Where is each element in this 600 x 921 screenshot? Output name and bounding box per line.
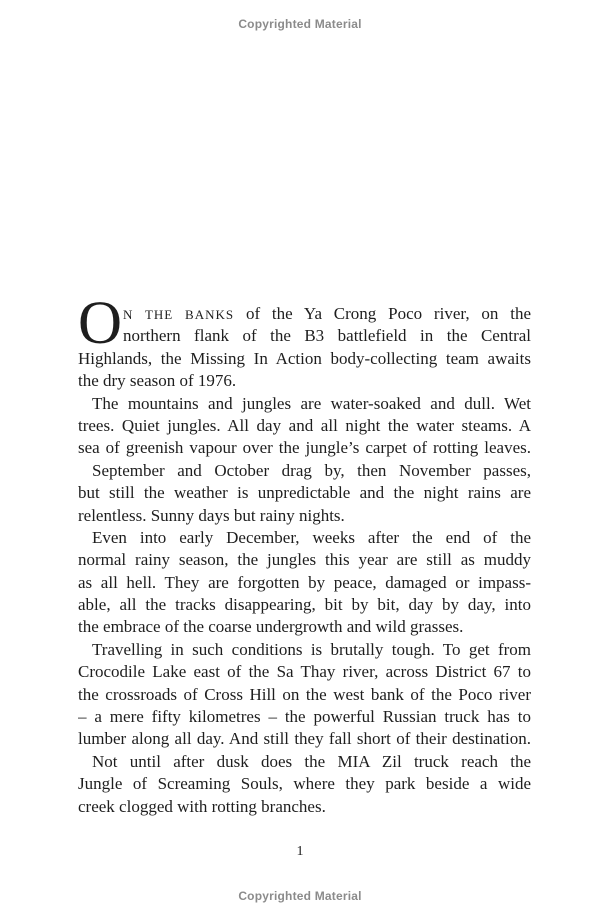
text-line: the crossroads of Cross Hill on the west bank of the Poco river xyxy=(78,684,531,704)
text-line: creek clogged with rotting branches. xyxy=(78,796,326,816)
text-line: the dry season of 1976. xyxy=(78,371,237,391)
text-line: able, all the tracks disappearing, bit by bit, day by day, into xyxy=(78,595,531,615)
copyright-notice-bottom: Copyrighted Material xyxy=(238,889,362,903)
text-line: lumber along all day. And still they fall short of their destination. xyxy=(78,729,531,749)
text-line: northern flank of the B3 battlefield in the Central xyxy=(123,326,531,346)
page-number: 1 xyxy=(296,844,304,859)
text-line: Jungle of Screaming Souls, where they park beside a wide xyxy=(78,774,531,794)
text-line: Crocodile Lake east of the Sa Thay river, across District 67 to xyxy=(78,662,531,682)
small-caps-lead: N THE BANKS xyxy=(123,307,235,322)
copyright-notice-top: Copyrighted Material xyxy=(238,17,362,31)
text-line: Not until after dusk does the MIA Zil truck reach the xyxy=(92,751,531,771)
text-line: relentless. Sunny days but rainy nights. xyxy=(78,505,345,525)
text-line: Travelling in such conditions is brutally tough. To get from xyxy=(92,639,531,659)
text-line: as all hell. They are forgotten by peace, damaged or impass- xyxy=(78,572,531,592)
text-line: – a mere fifty kilometres – the powerful Russian truck has to xyxy=(78,707,531,727)
text-line: sea of greenish vapour over the jungle’s carpet of rotting leaves. xyxy=(78,438,531,458)
text-line: trees. Quiet jungles. All day and all night the water steams. A xyxy=(78,415,531,435)
drop-cap: O xyxy=(78,290,123,357)
text-line: Even into early December, weeks after the end of the xyxy=(92,527,531,547)
text-line: normal rainy season, the jungles this year are still as muddy xyxy=(78,550,531,570)
text-line: September and October drag by, then November passes, xyxy=(92,460,531,480)
text-line: but still the weather is unpredictable and the night rains are xyxy=(78,483,531,503)
text-line: The mountains and jungles are water-soaked and dull. Wet xyxy=(92,393,531,413)
body-text xyxy=(78,290,531,818)
text-line: the embrace of the coarse undergrowth and wild grasses. xyxy=(78,617,464,637)
text-line: Highlands, the Missing In Action body-collecting team awaits xyxy=(78,348,531,368)
text-line: N THE BANKS of the Ya Crong Poco river, on the xyxy=(123,304,531,323)
